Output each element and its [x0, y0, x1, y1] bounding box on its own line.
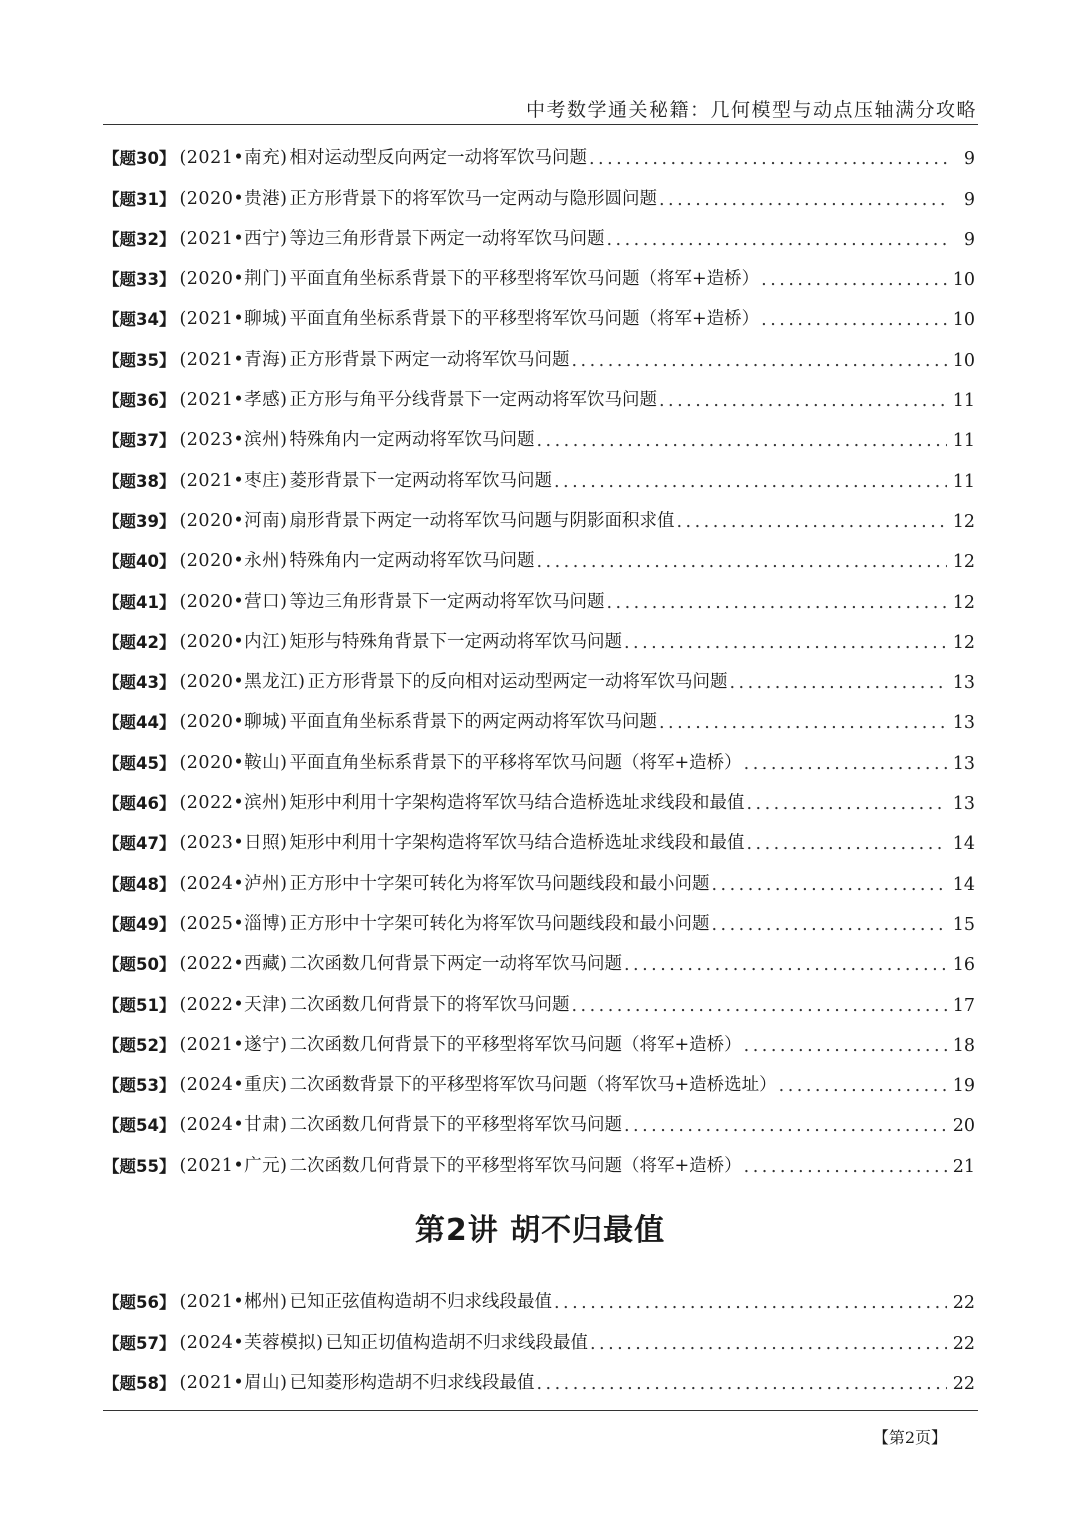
- toc-entry[interactable]: [103, 371, 975, 411]
- toc-dot-leader: [711, 915, 946, 935]
- toc-entry-title: 正方形背景下两定一动将军饮马问题: [289, 349, 570, 370]
- toc-entry-source: (2025•淄博): [179, 913, 288, 934]
- toc-entry-source: (2022•天津): [179, 994, 288, 1015]
- toc-entry-page: 11: [952, 431, 975, 452]
- toc-entry-title: 特殊角内一定两动将军饮马问题: [289, 430, 535, 451]
- toc-entry[interactable]: [103, 733, 975, 773]
- toc-entry-page: 13: [952, 713, 975, 734]
- toc-dot-leader: [590, 1334, 947, 1354]
- toc-entry-title: 等边三角形背景下两定一动将军饮马问题: [289, 228, 605, 249]
- toc-dot-leader: [659, 391, 947, 411]
- toc-entry-title: 平面直角坐标系背景下的平移将军饮马问题（将军+造桥）: [289, 752, 742, 773]
- toc-dot-leader: [744, 754, 947, 774]
- toc-entry-page: 14: [952, 874, 975, 895]
- toc-dot-leader: [676, 512, 946, 532]
- toc-entry[interactable]: [103, 1354, 975, 1394]
- toc-dot-leader: [761, 310, 947, 330]
- toc-entry-source: (2021•枣庄): [179, 470, 288, 491]
- toc-entry-title: 二次函数几何背景下的平移型将军饮马问题: [289, 1115, 622, 1136]
- toc-dot-leader: [659, 713, 947, 733]
- toc-entry-number: 【题52】: [103, 1035, 176, 1055]
- toc-entry-title: 二次函数几何背景下两定一动将军饮马问题: [289, 954, 622, 975]
- toc-entry-number: 【题49】: [103, 914, 176, 934]
- toc-entry[interactable]: [103, 613, 975, 653]
- toc-entry-page: 22: [952, 1333, 975, 1354]
- toc-entry-source: (2020•贵港): [179, 188, 288, 209]
- toc-entry-source: (2020•鞍山): [179, 752, 288, 773]
- toc-entry-source: (2020•河南): [179, 510, 288, 531]
- toc-entry[interactable]: [103, 290, 975, 330]
- toc-entry-page: 20: [952, 1116, 975, 1137]
- toc-entry-page: 11: [952, 471, 975, 492]
- toc-entry-page: 17: [952, 995, 975, 1016]
- toc-entry-title: 已知菱形构造胡不归求线段最值: [289, 1372, 535, 1393]
- section-heading: 第2讲 胡不归最值: [414, 1213, 666, 1248]
- toc-entry-source: (2023•日照): [179, 833, 288, 854]
- toc-entry[interactable]: [103, 854, 975, 894]
- toc-entry-page: 11: [952, 391, 975, 412]
- toc-entry[interactable]: [103, 532, 975, 572]
- toc-entry-source: (2021•青海): [179, 349, 288, 370]
- toc-entry[interactable]: [103, 1056, 975, 1096]
- toc-entry-number: 【题51】: [103, 995, 176, 1015]
- toc-dot-leader: [659, 190, 949, 210]
- toc-entry-page: 22: [952, 1293, 975, 1314]
- toc-entry-page: 10: [952, 310, 975, 331]
- toc-entry[interactable]: [103, 1273, 975, 1313]
- toc-entry[interactable]: [103, 895, 975, 935]
- toc-entry-source: (2023•滨州): [179, 430, 288, 451]
- toc-entry[interactable]: [103, 1016, 975, 1056]
- toc-entry[interactable]: [103, 1096, 975, 1136]
- toc-entry-source: (2021•眉山): [179, 1372, 288, 1393]
- toc-dot-leader: [746, 794, 946, 814]
- toc-entry-number: 【题36】: [103, 391, 176, 411]
- toc-entry-source: (2024•甘肃): [179, 1115, 288, 1136]
- toc-entry-title: 等边三角形背景下一定两动将军饮马问题: [289, 591, 605, 612]
- toc-dot-leader: [554, 1293, 947, 1313]
- toc-entry[interactable]: [103, 975, 975, 1015]
- toc-entry-number: 【题53】: [103, 1076, 176, 1096]
- toc-entry-number: 【题32】: [103, 229, 176, 249]
- toc-entry-title: 正方形中十字架可转化为将军饮马问题线段和最小问题: [289, 873, 710, 894]
- toc-entry-page: 12: [952, 592, 975, 613]
- toc-entry-page: 14: [952, 834, 975, 855]
- toc-entry[interactable]: [103, 1136, 975, 1176]
- toc-entry[interactable]: [103, 935, 975, 975]
- toc-entry-source: (2021•孝感): [179, 390, 288, 411]
- toc-entry[interactable]: [103, 492, 975, 532]
- toc-entry-title: 二次函数背景下的平移型将军饮马问题（将军饮马+造桥选址）: [289, 1075, 777, 1096]
- toc-entry-number: 【题41】: [103, 592, 176, 612]
- toc-entry-title: 菱形背景下一定两动将军饮马问题: [289, 470, 552, 491]
- toc-entry-number: 【题58】: [103, 1373, 176, 1393]
- toc-entry-page: 18: [952, 1035, 975, 1056]
- toc-dot-leader: [624, 955, 947, 975]
- toc-entry-page: 12: [952, 552, 975, 573]
- toc-entry[interactable]: [103, 330, 975, 370]
- toc-entry[interactable]: [103, 693, 975, 733]
- toc-entry[interactable]: [103, 411, 975, 451]
- toc-entry-number: 【题37】: [103, 431, 176, 451]
- toc-entry-title: 平面直角坐标系背景下的两定两动将军饮马问题: [289, 712, 657, 733]
- toc-dot-leader: [536, 552, 946, 572]
- toc-entry-title: 平面直角坐标系背景下的平移型将军饮马问题（将军+造桥）: [289, 269, 760, 290]
- toc-dot-leader: [779, 1076, 947, 1096]
- toc-entry-source: (2020•永州): [179, 551, 288, 572]
- toc-entry-title: 二次函数几何背景下的将军饮马问题: [289, 994, 570, 1015]
- toc-dot-leader: [624, 633, 947, 653]
- toc-entry-title: 相对运动型反向两定一动将军饮马问题: [289, 148, 587, 169]
- toc-entry-title: 已知正弦值构造胡不归求线段最值: [289, 1292, 552, 1313]
- toc-entry-title: 特殊角内一定两动将军饮马问题: [289, 551, 535, 572]
- toc-entry[interactable]: [103, 451, 975, 491]
- toc-entry-number: 【题39】: [103, 511, 176, 531]
- toc-entry-title: 矩形与特殊角背景下一定两动将军饮马问题: [289, 631, 622, 652]
- toc-entry-number: 【题31】: [103, 189, 176, 209]
- toc-entry[interactable]: [103, 774, 975, 814]
- toc-dot-leader: [536, 431, 946, 451]
- toc-entry-title: 平面直角坐标系背景下的平移型将军饮马问题（将军+造桥）: [289, 309, 760, 330]
- toc-entry[interactable]: [103, 129, 975, 169]
- toc-entry-source: (2021•西宁): [179, 228, 288, 249]
- toc-entry-page: 16: [952, 955, 975, 976]
- toc-dot-leader: [589, 149, 949, 169]
- toc-entry[interactable]: [103, 1313, 975, 1353]
- toc-entry[interactable]: [103, 653, 975, 693]
- toc-entry-source: (2020•黑龙江): [179, 672, 306, 693]
- toc-entry-page: 15: [952, 914, 975, 935]
- toc-entry-page: 12: [952, 632, 975, 653]
- page-number: 【第2页】: [872, 1428, 947, 1447]
- toc-entry-number: 【题40】: [103, 552, 176, 572]
- toc-entry-page: 10: [952, 350, 975, 371]
- toc-entry-title: 矩形中利用十字架构造将军饮马结合造桥选址求线段和最值: [289, 793, 745, 814]
- toc-entry-page: 9: [963, 189, 975, 210]
- toc-entry-page: 19: [952, 1076, 975, 1097]
- toc-dot-leader: [711, 875, 946, 895]
- toc-entry-title: 已知正切值构造胡不归求线段最值: [325, 1332, 588, 1353]
- toc-dot-leader: [744, 1036, 947, 1056]
- toc-entry-number: 【题46】: [103, 794, 176, 814]
- toc-entry-source: (2022•西藏): [179, 954, 288, 975]
- toc-entry-source: (2021•南充): [179, 148, 288, 169]
- toc-entry-number: 【题45】: [103, 753, 176, 773]
- toc-entry-source: (2021•郴州): [179, 1292, 288, 1313]
- toc-entry-page: 13: [952, 794, 975, 815]
- header-rule: [103, 124, 978, 125]
- toc-entry-page: 9: [963, 229, 975, 250]
- toc-entry-source: (2021•遂宁): [179, 1034, 288, 1055]
- toc-entry-page: 12: [952, 511, 975, 532]
- toc-entry-title: 二次函数几何背景下的平移型将军饮马问题（将军+造桥）: [289, 1155, 742, 1176]
- toc-entry-number: 【题38】: [103, 471, 176, 491]
- toc-dot-leader: [536, 1374, 946, 1394]
- toc-entry-number: 【题48】: [103, 874, 176, 894]
- running-header-title: 中考数学通关秘籍：几何模型与动点压轴满分攻略: [525, 99, 977, 121]
- toc-entry-number: 【题55】: [103, 1156, 176, 1176]
- toc-entry-page: 13: [952, 673, 975, 694]
- toc-entry-number: 【题47】: [103, 834, 176, 854]
- toc-entry-number: 【题30】: [103, 149, 176, 169]
- toc-entry-page: 13: [952, 753, 975, 774]
- toc-dot-leader: [554, 472, 947, 492]
- toc-list-part2: [103, 1273, 975, 1394]
- toc-entry[interactable]: [103, 210, 975, 250]
- toc-dot-leader: [571, 351, 946, 371]
- toc-dot-leader: [761, 270, 947, 290]
- toc-entry-source: (2021•广元): [179, 1155, 288, 1176]
- toc-entry-page: 9: [963, 149, 975, 170]
- toc-dot-leader: [624, 1116, 947, 1136]
- toc-entry-number: 【题56】: [103, 1293, 176, 1313]
- toc-entry-page: 10: [952, 270, 975, 291]
- toc-entry-title: 正方形背景下的将军饮马一定两动与隐形圆问题: [289, 188, 657, 209]
- toc-entry-number: 【题35】: [103, 350, 176, 370]
- toc-dot-leader: [744, 1157, 947, 1177]
- toc-dot-leader: [606, 230, 949, 250]
- toc-list-part1: [103, 129, 975, 1177]
- toc-entry-number: 【题57】: [103, 1333, 176, 1353]
- toc-entry-number: 【题44】: [103, 713, 176, 733]
- toc-entry-number: 【题54】: [103, 1116, 176, 1136]
- toc-dot-leader: [729, 673, 946, 693]
- toc-entry-number: 【题34】: [103, 310, 176, 330]
- toc-entry-source: (2024•泸州): [179, 873, 288, 894]
- toc-dot-leader: [606, 593, 946, 613]
- toc-entry-source: (2020•聊城): [179, 712, 288, 733]
- toc-entry-page: 22: [952, 1373, 975, 1394]
- toc-entry-number: 【题43】: [103, 673, 176, 693]
- toc-entry[interactable]: [103, 169, 975, 209]
- toc-entry-source: (2024•芙蓉模拟): [179, 1332, 324, 1353]
- toc-entry-title: 扇形背景下两定一动将军饮马问题与阴影面积求值: [289, 510, 675, 531]
- toc-entry-page: 21: [952, 1156, 975, 1177]
- footer-rule: [103, 1410, 978, 1411]
- toc-entry-title: 二次函数几何背景下的平移型将军饮马问题（将军+造桥）: [289, 1034, 742, 1055]
- toc-entry-source: (2020•荆门): [179, 269, 288, 290]
- toc-entry[interactable]: [103, 250, 975, 290]
- toc-entry-source: (2021•聊城): [179, 309, 288, 330]
- toc-entry-title: 正方形背景下的反向相对运动型两定一动将军饮马问题: [307, 672, 728, 693]
- toc-entry-title: 正方形中十字架可转化为将军饮马问题线段和最小问题: [289, 913, 710, 934]
- toc-entry-number: 【题33】: [103, 270, 176, 290]
- toc-entry-title: 矩形中利用十字架构造将军饮马结合造桥选址求线段和最值: [289, 833, 745, 854]
- toc-entry-title: 正方形与角平分线背景下一定两动将军饮马问题: [289, 390, 657, 411]
- toc-entry[interactable]: [103, 572, 975, 612]
- toc-entry-source: (2020•营口): [179, 591, 288, 612]
- toc-dot-leader: [746, 834, 946, 854]
- toc-entry-number: 【题42】: [103, 632, 176, 652]
- toc-entry-source: (2020•内江): [179, 631, 288, 652]
- toc-entry-source: (2024•重庆): [179, 1075, 288, 1096]
- toc-dot-leader: [571, 996, 946, 1016]
- toc-entry[interactable]: [103, 814, 975, 854]
- toc-entry-source: (2022•滨州): [179, 793, 288, 814]
- toc-entry-number: 【题50】: [103, 955, 176, 975]
